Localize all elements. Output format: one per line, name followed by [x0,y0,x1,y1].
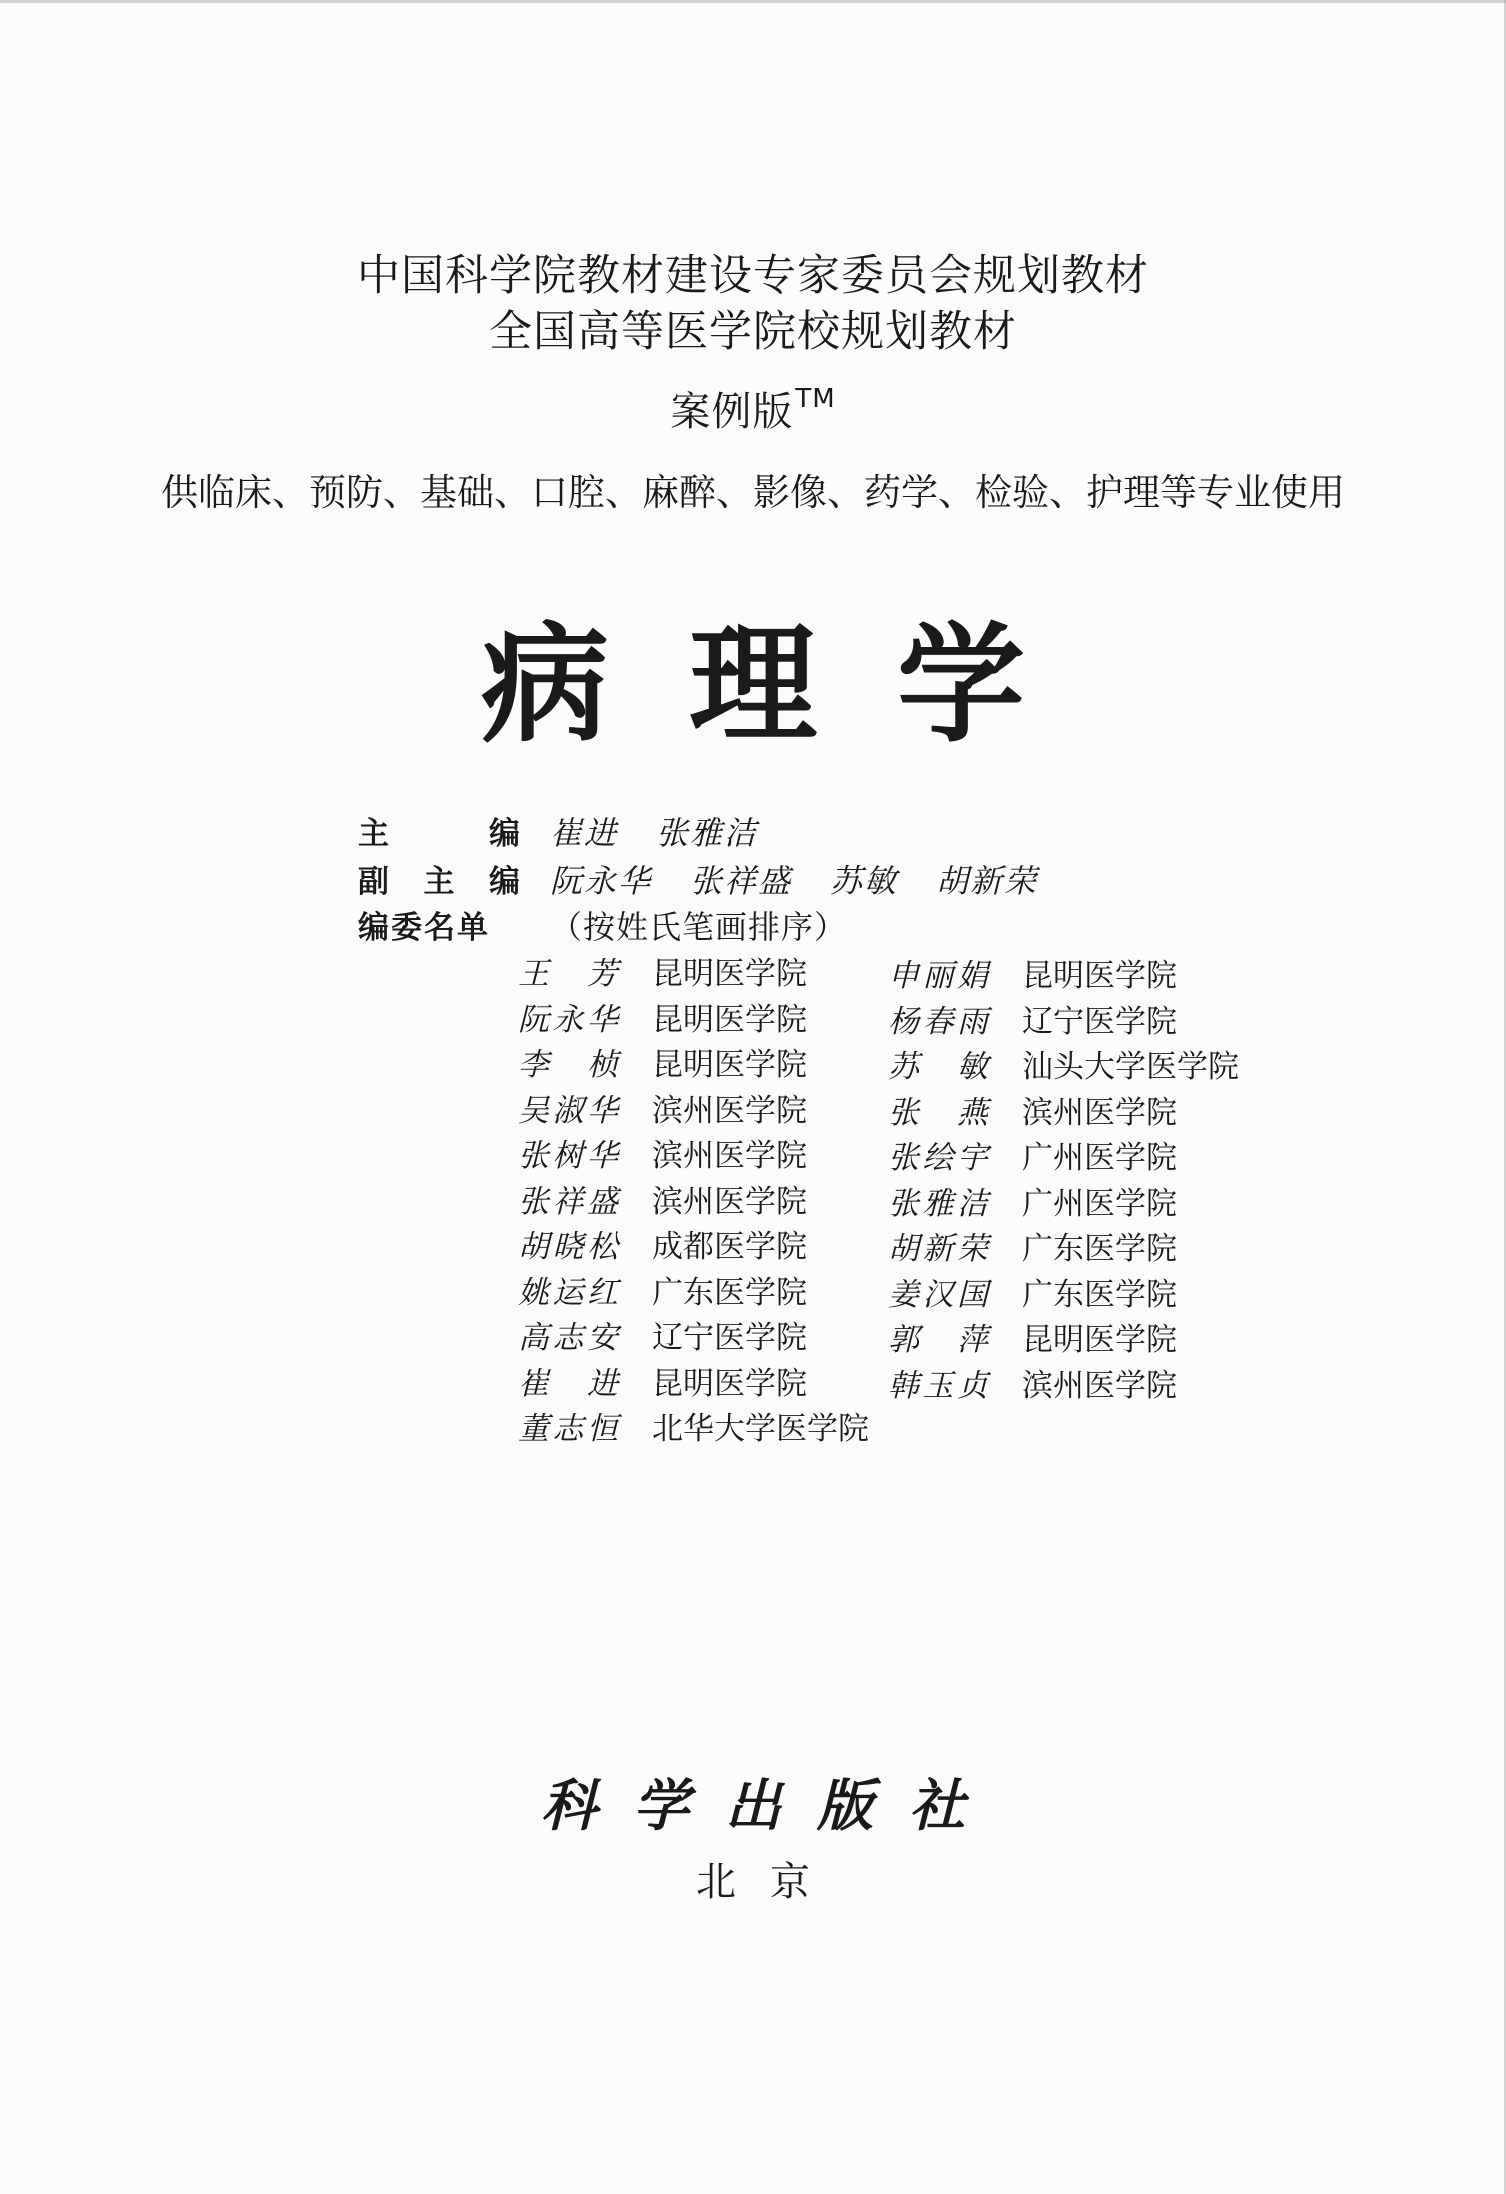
scan-edge-top [0,0,1506,3]
member-name: 张 绘 宇 [888,1140,988,1176]
member-name: 申 丽 娟 [888,958,988,994]
label-char: 副 [358,864,389,900]
member-name: 张 雅 洁 [888,1185,988,1222]
member-affiliation: 昆明医学院 [652,956,807,992]
committee-member [888,950,1177,995]
member-name: 胡 新 荣 [888,1231,988,1267]
member-affiliation: 北华大学医学院 [652,1411,869,1447]
member-name: 姚 运 红 [518,1274,618,1311]
chief-editor-label [358,808,520,853]
committee-member [888,1269,1177,1314]
member-affiliation: 广州医学院 [1022,1140,1177,1176]
member-name: 李 桢 [518,1047,618,1083]
member-name: 姜 汉 国 [888,1276,988,1313]
member-affiliation: 昆明医学院 [652,1047,807,1083]
member-affiliation: 广东医学院 [1022,1276,1177,1313]
committee-member [518,1312,807,1357]
committee-member [518,948,807,993]
member-name: 张 祥 盛 [518,1183,618,1220]
committee-member [518,1267,807,1312]
usage-statement: 供临床、预防、基础、口腔、麻醉、影像、药学、检验、护理等专业使用 [161,471,1345,514]
member-affiliation: 滨州医学院 [652,1183,807,1220]
deputy-editor-label [358,856,520,901]
member-affiliation: 滨州医学院 [1022,1094,1177,1131]
chief-editor-name: 崔进 [550,814,619,852]
series-title-line-2: 全国高等医学院校规划教材 [489,307,1017,357]
edition-label [0,380,1506,437]
member-affiliation: 滨州医学院 [652,1138,807,1174]
member-name: 吴 淑 华 [518,1092,618,1129]
label-char: 编 [489,816,520,852]
member-affiliation: 汕头大学医学院 [1022,1049,1239,1085]
member-affiliation: 滨州医学院 [1022,1367,1177,1404]
member-name: 阮 永 华 [518,1001,618,1038]
label-char: 编 [489,864,520,900]
member-name: 郭 萍 [888,1322,988,1358]
member-affiliation: 昆明医学院 [652,1365,807,1402]
member-name: 张 燕 [888,1094,988,1131]
deputy-editor-names [550,856,1038,902]
committee-member [888,996,1177,1041]
committee-member [518,994,807,1039]
committee-label: 编委名单 [358,910,490,946]
committee-member [518,1221,807,1266]
member-name: 苏 敏 [888,1049,988,1085]
committee-member [888,1087,1177,1132]
chief-editor-name: 张雅洁 [656,814,759,852]
committee-order-note: （按姓氏笔画排序） [550,908,848,946]
member-affiliation: 广州医学院 [1022,1185,1177,1222]
committee-row [358,902,847,948]
committee-member [888,1360,1177,1405]
member-affiliation: 广东医学院 [652,1274,807,1311]
label-char: 主 [358,816,389,852]
trademark-mark: TM [795,384,836,414]
member-name: 王 芳 [518,956,618,992]
series-title-line-1: 中国科学院教材建设专家委员会规划教材 [357,251,1149,301]
member-name: 张 树 华 [518,1138,618,1174]
committee-member [888,1223,1177,1268]
committee-member [518,1039,807,1084]
member-affiliation: 成都医学院 [652,1229,807,1265]
member-affiliation: 昆明医学院 [652,1001,807,1038]
committee-member [518,1403,869,1448]
member-affiliation: 辽宁医学院 [1022,1003,1177,1040]
deputy-editor-name: 阮永华 [550,862,653,900]
member-affiliation: 昆明医学院 [1022,1322,1177,1358]
member-name: 杨 春 雨 [888,1003,988,1040]
chief-editor-names [550,808,758,854]
edition-text: 案例版 [670,389,794,435]
member-affiliation: 昆明医学院 [1022,958,1177,994]
member-name: 胡 晓 松 [518,1229,618,1265]
book-title: 病理学 [480,611,1105,760]
publisher-name: 科学出版社 [541,1773,1001,1839]
member-name: 董 志 恒 [518,1411,618,1447]
committee-member [518,1358,807,1403]
publisher-city: 北京 [696,1859,844,1905]
deputy-editor-name: 胡新荣 [936,862,1039,900]
member-affiliation: 广东医学院 [1022,1231,1177,1267]
member-affiliation: 滨州医学院 [652,1092,807,1129]
deputy-editor-name: 张祥盛 [690,862,793,900]
committee-member [888,1132,1177,1177]
member-affiliation: 辽宁医学院 [652,1320,807,1356]
committee-member [888,1178,1177,1223]
committee-member [518,1085,807,1130]
label-char: 主 [423,864,455,900]
member-name: 韩 玉 贞 [888,1367,988,1404]
member-name: 崔 进 [518,1365,618,1402]
committee-member [888,1041,1239,1086]
chief-editor-row [358,808,758,854]
committee-member [888,1314,1177,1359]
member-name: 高 志 安 [518,1320,618,1356]
deputy-editor-name: 苏敏 [830,862,899,900]
deputy-editor-row [358,856,1038,902]
committee-member [518,1176,807,1221]
committee-member [518,1130,807,1175]
